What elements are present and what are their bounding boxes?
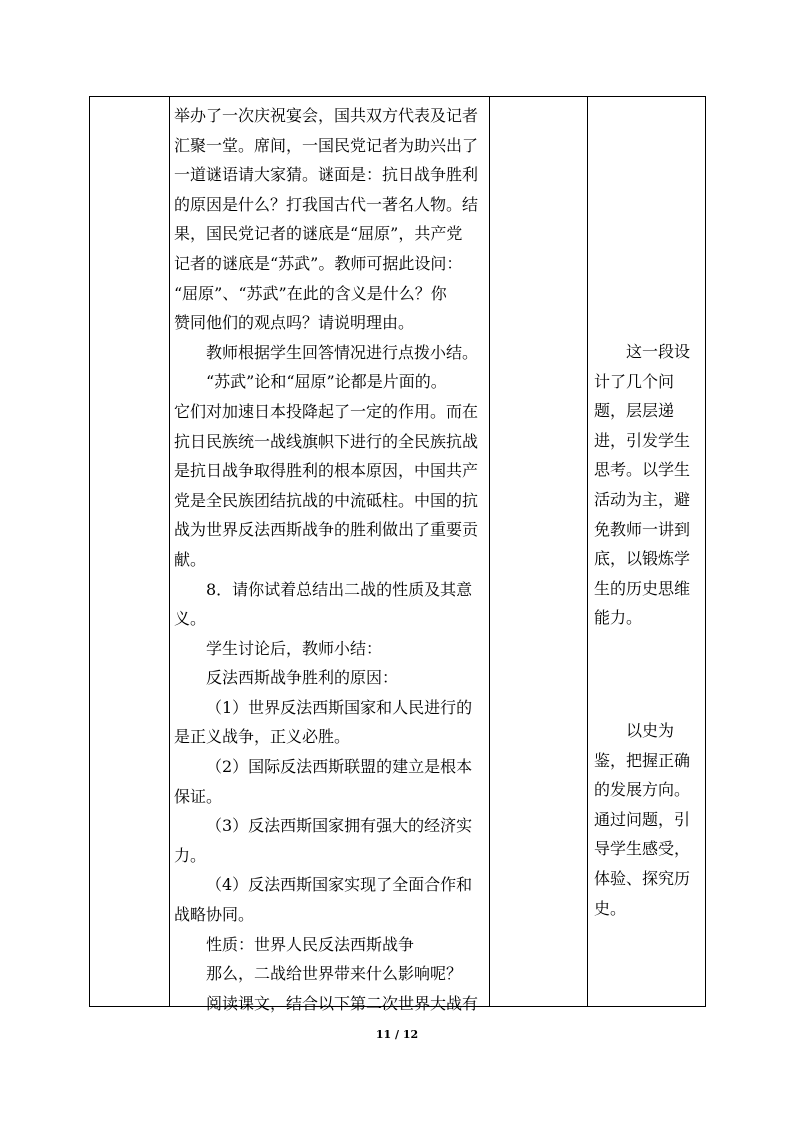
text-line: 8．请你试着总结出二战的性质及其意: [206, 579, 473, 599]
text-line: 记者的谜底是“苏武”。教师可据此设问：: [174, 253, 463, 273]
text-line: 战为世界反法西斯战争的胜利做出了重要贡: [174, 520, 479, 540]
text-line: 义。: [174, 609, 207, 629]
text-line: 是正义战争，正义必胜。: [174, 727, 351, 747]
text-line: 教师根据学生回答情况进行点拨小结。: [206, 342, 479, 362]
text-line: “苏武”论和“屈原”论都是片面的。: [206, 372, 447, 392]
note-line: 通过问题，引: [594, 809, 691, 829]
note-line: 这一段设: [594, 342, 691, 361]
text-line: 献。: [174, 549, 207, 569]
text-line: 性质：世界人民反法西斯战争: [206, 934, 415, 954]
text-line: （1）世界反法西斯国家和人民进行的: [206, 697, 473, 717]
text-line: 那么，二战给世界带来什么影响呢？: [206, 964, 463, 984]
note-line: 导学生感受，: [594, 839, 691, 859]
note-line: 活动为主，避: [594, 489, 691, 509]
design-note-1: [594, 337, 706, 633]
note-line: 题，层层递: [594, 401, 675, 421]
text-line: 力。: [174, 845, 207, 865]
text-line: 举办了一次庆祝宴会，国共双方代表及记者: [174, 106, 479, 125]
note-line: 底，以锻炼学: [594, 549, 691, 569]
text-line: 学生讨论后，教师小结：: [206, 638, 383, 658]
page-number: 11 / 12: [375, 1028, 419, 1041]
text-line: “屈原”、“苏武”在此的含义是什么？你: [174, 283, 447, 303]
text-line: 抗日民族统一战线旗帜下进行的全民族抗战: [174, 431, 479, 451]
text-line: （2）国际反法西斯联盟的建立是根本: [206, 757, 473, 777]
note-line: 体验、探究历: [594, 868, 691, 888]
note-line: 思考。以学生: [594, 460, 691, 480]
note-line: 史。: [594, 898, 627, 918]
note-line: 以史为: [594, 721, 675, 740]
text-line: （4）反法西斯国家实现了全面合作和: [206, 875, 473, 895]
text-line: 阅读课文，结合以下第二次世界大战有: [206, 993, 479, 1013]
column-divider-2: [489, 97, 490, 1006]
text-line: 党是全民族团结抗战的中流砥柱。中国的抗: [174, 490, 479, 510]
lesson-table: [89, 96, 706, 1013]
note-line: 生的历史思维: [594, 578, 691, 598]
text-line: 果，国民党记者的谜底是“屈原”，共产党: [174, 224, 463, 244]
text-line: 赞同他们的观点吗？请说明理由。: [174, 313, 415, 333]
note-line: 能力。: [594, 608, 643, 628]
text-line: 汇聚一堂。席间，一国民党记者为助兴出了: [174, 135, 479, 155]
column-divider-3: [587, 97, 588, 1006]
text-line: 保证。: [174, 786, 223, 806]
note-line: 计了几个问: [594, 371, 675, 391]
text-line: （3）反法西斯国家拥有强大的经济实: [206, 816, 473, 836]
teaching-process-column: [170, 97, 488, 1018]
text-line: 一道谜语请大家猜。谜面是：抗日战争胜利: [174, 165, 479, 185]
text-line: 它们对加速日本投降起了一定的作用。而在: [174, 401, 479, 421]
text-line: 是抗日战争取得胜利的根本原因，中国共产: [174, 461, 479, 481]
note-line: 的发展方向。: [594, 780, 691, 800]
text-line: 反法西斯战争胜利的原因：: [206, 668, 399, 688]
design-note-2: [594, 716, 706, 923]
text-line: 的原因是什么？打我国古代一著名人物。结: [174, 194, 479, 214]
note-line: 进，引发学生: [594, 430, 691, 450]
note-line: 鉴，把握正确: [594, 750, 691, 770]
text-line: 战略协同。: [174, 905, 255, 925]
note-line: 免教师一讲到: [594, 519, 691, 539]
